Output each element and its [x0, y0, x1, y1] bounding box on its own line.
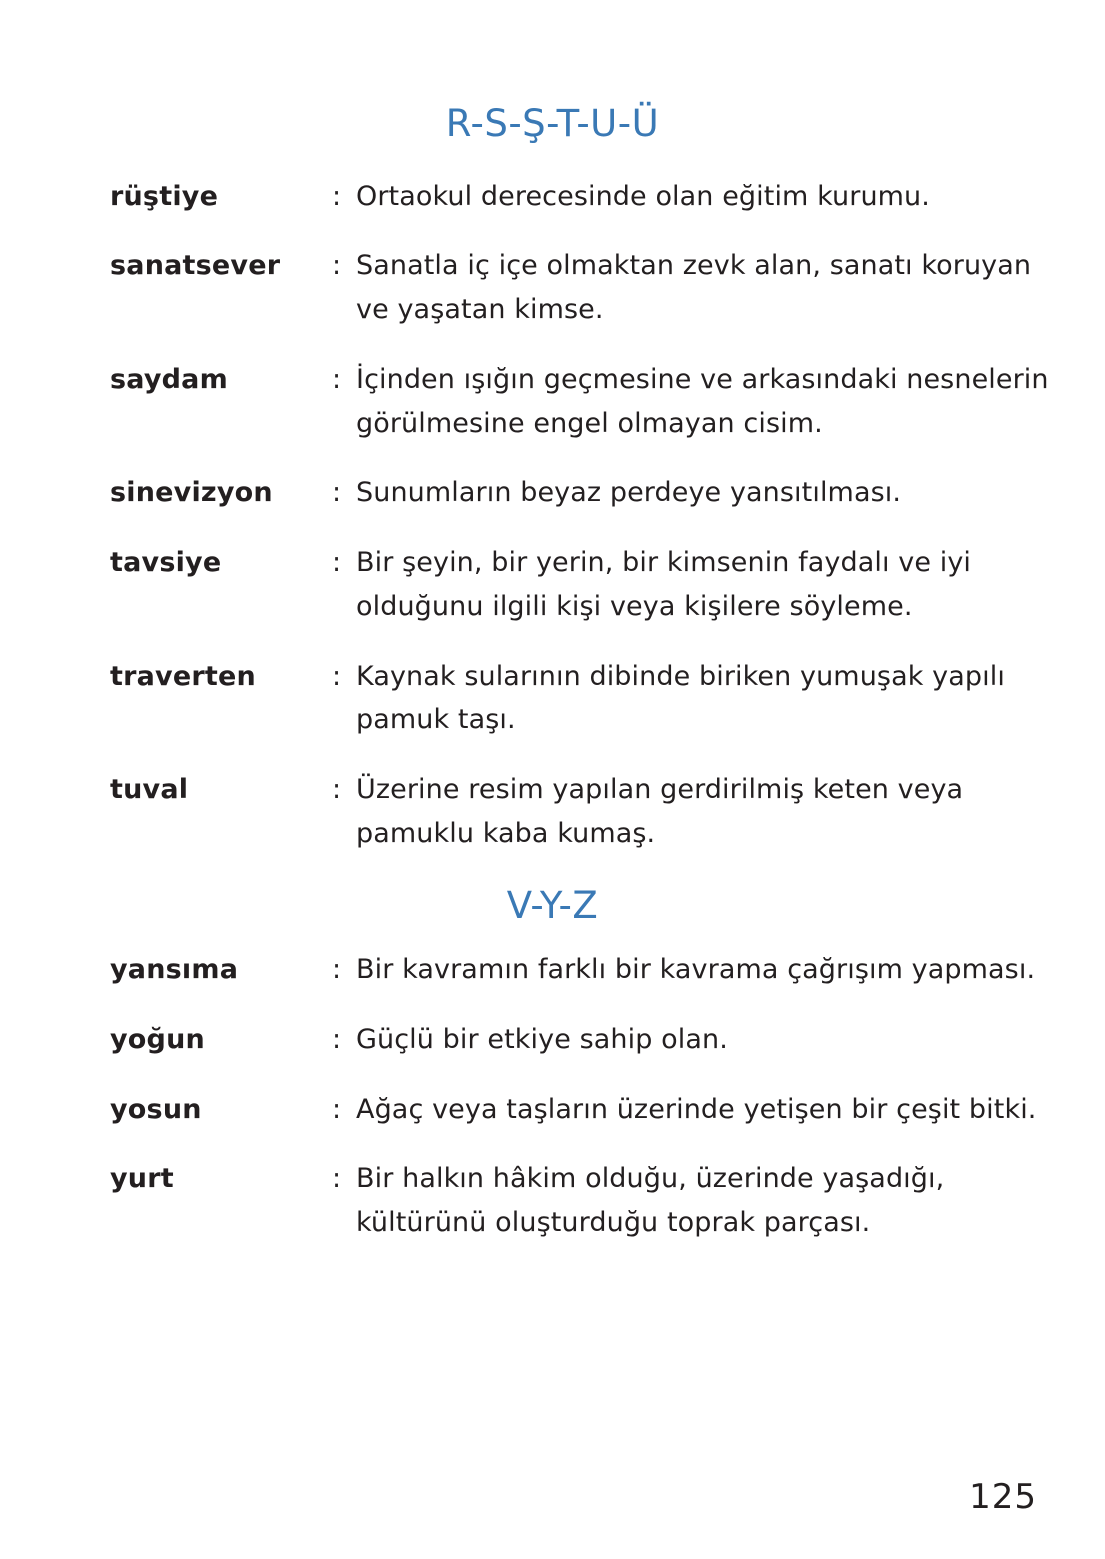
- entry-term: sanatsever: [110, 250, 281, 282]
- entry-definition: Sanatla iç içe olmaktan zevk alan, sanatı koruyan ve yaşatan kimse.: [356, 250, 1032, 326]
- entry-colon: :: [332, 1163, 342, 1195]
- entry-definition: Bir halkın hâkim olduğu, üzerinde yaşadığı, kültürünü oluşturduğu toprak parçası.: [356, 1163, 945, 1239]
- entry-term: sinevizyon: [110, 477, 273, 509]
- section-heading-v-y-z: V-Y-Z: [506, 883, 599, 927]
- entry-definition: Kaynak sularının dibinde biriken yumuşak yapılı pamuk taşı.: [356, 660, 1005, 736]
- glossary-entry: [0, 541, 1105, 628]
- entry-definition: İçinden ışığın geçmesine ve arkasındaki nesnelerin görülmesine engel olmayan cisim.: [356, 363, 1049, 439]
- entry-definition: Üzerine resim yapılan gerdirilmiş keten veya pamuklu kaba kumaş.: [356, 774, 964, 849]
- entry-definition: Sunumların beyaz perdeye yansıtılması.: [356, 477, 902, 509]
- glossary-entry: [0, 1018, 1105, 1062]
- entry-colon: :: [332, 954, 342, 986]
- glossary-section-v-y-z: [0, 856, 1105, 1245]
- entry-definition: Bir kavramın farklı bir kavrama çağrışım yapması.: [356, 954, 1036, 986]
- glossary-entry: [0, 1157, 1105, 1244]
- entry-colon: :: [332, 660, 342, 692]
- page-number: 125: [969, 1477, 1037, 1517]
- entry-term: yoğun: [110, 1023, 205, 1055]
- glossary-entry: [0, 358, 1105, 445]
- entry-definition: Güçlü bir etkiye sahip olan.: [356, 1023, 728, 1055]
- glossary-entry: [0, 948, 1105, 992]
- entry-colon: :: [332, 477, 342, 509]
- glossary-entry: [0, 471, 1105, 515]
- entry-term: tavsiye: [110, 547, 222, 579]
- entry-term: traverten: [110, 660, 256, 692]
- entry-term: yurt: [110, 1163, 174, 1195]
- section-heading-r-s-s-t-u-u: R-S-Ş-T-U-Ü: [445, 102, 660, 145]
- glossary-entry: [0, 175, 1105, 219]
- entry-colon: :: [332, 774, 342, 806]
- glossary-entry: [0, 768, 1105, 855]
- entry-term: rüştiye: [110, 180, 219, 212]
- entry-term: saydam: [110, 363, 228, 395]
- glossary-entry: [0, 655, 1105, 742]
- entry-colon: :: [332, 547, 342, 579]
- entry-term: yansıma: [110, 954, 239, 986]
- entry-colon: :: [332, 1023, 342, 1055]
- entry-colon: :: [332, 363, 342, 395]
- entry-term: tuval: [110, 774, 189, 806]
- glossary-list-2: [0, 948, 1105, 1245]
- entry-colon: :: [332, 250, 342, 282]
- glossary-list-1: [0, 175, 1105, 856]
- glossary-entry: [0, 244, 1105, 331]
- entry-definition: Ağaç veya taşların üzerinde yetişen bir çeşit bitki.: [356, 1093, 1037, 1125]
- entry-definition: Ortaokul derecesinde olan eğitim kurumu.: [356, 180, 930, 212]
- entry-definition: Bir şeyin, bir yerin, bir kimsenin faydalı ve iyi olduğunu ilgili kişi veya kişilere söyleme.: [356, 547, 972, 622]
- glossary-entry: [0, 1088, 1105, 1132]
- entry-colon: :: [332, 1093, 342, 1125]
- entry-colon: :: [332, 180, 342, 212]
- entry-term: yosun: [110, 1093, 202, 1125]
